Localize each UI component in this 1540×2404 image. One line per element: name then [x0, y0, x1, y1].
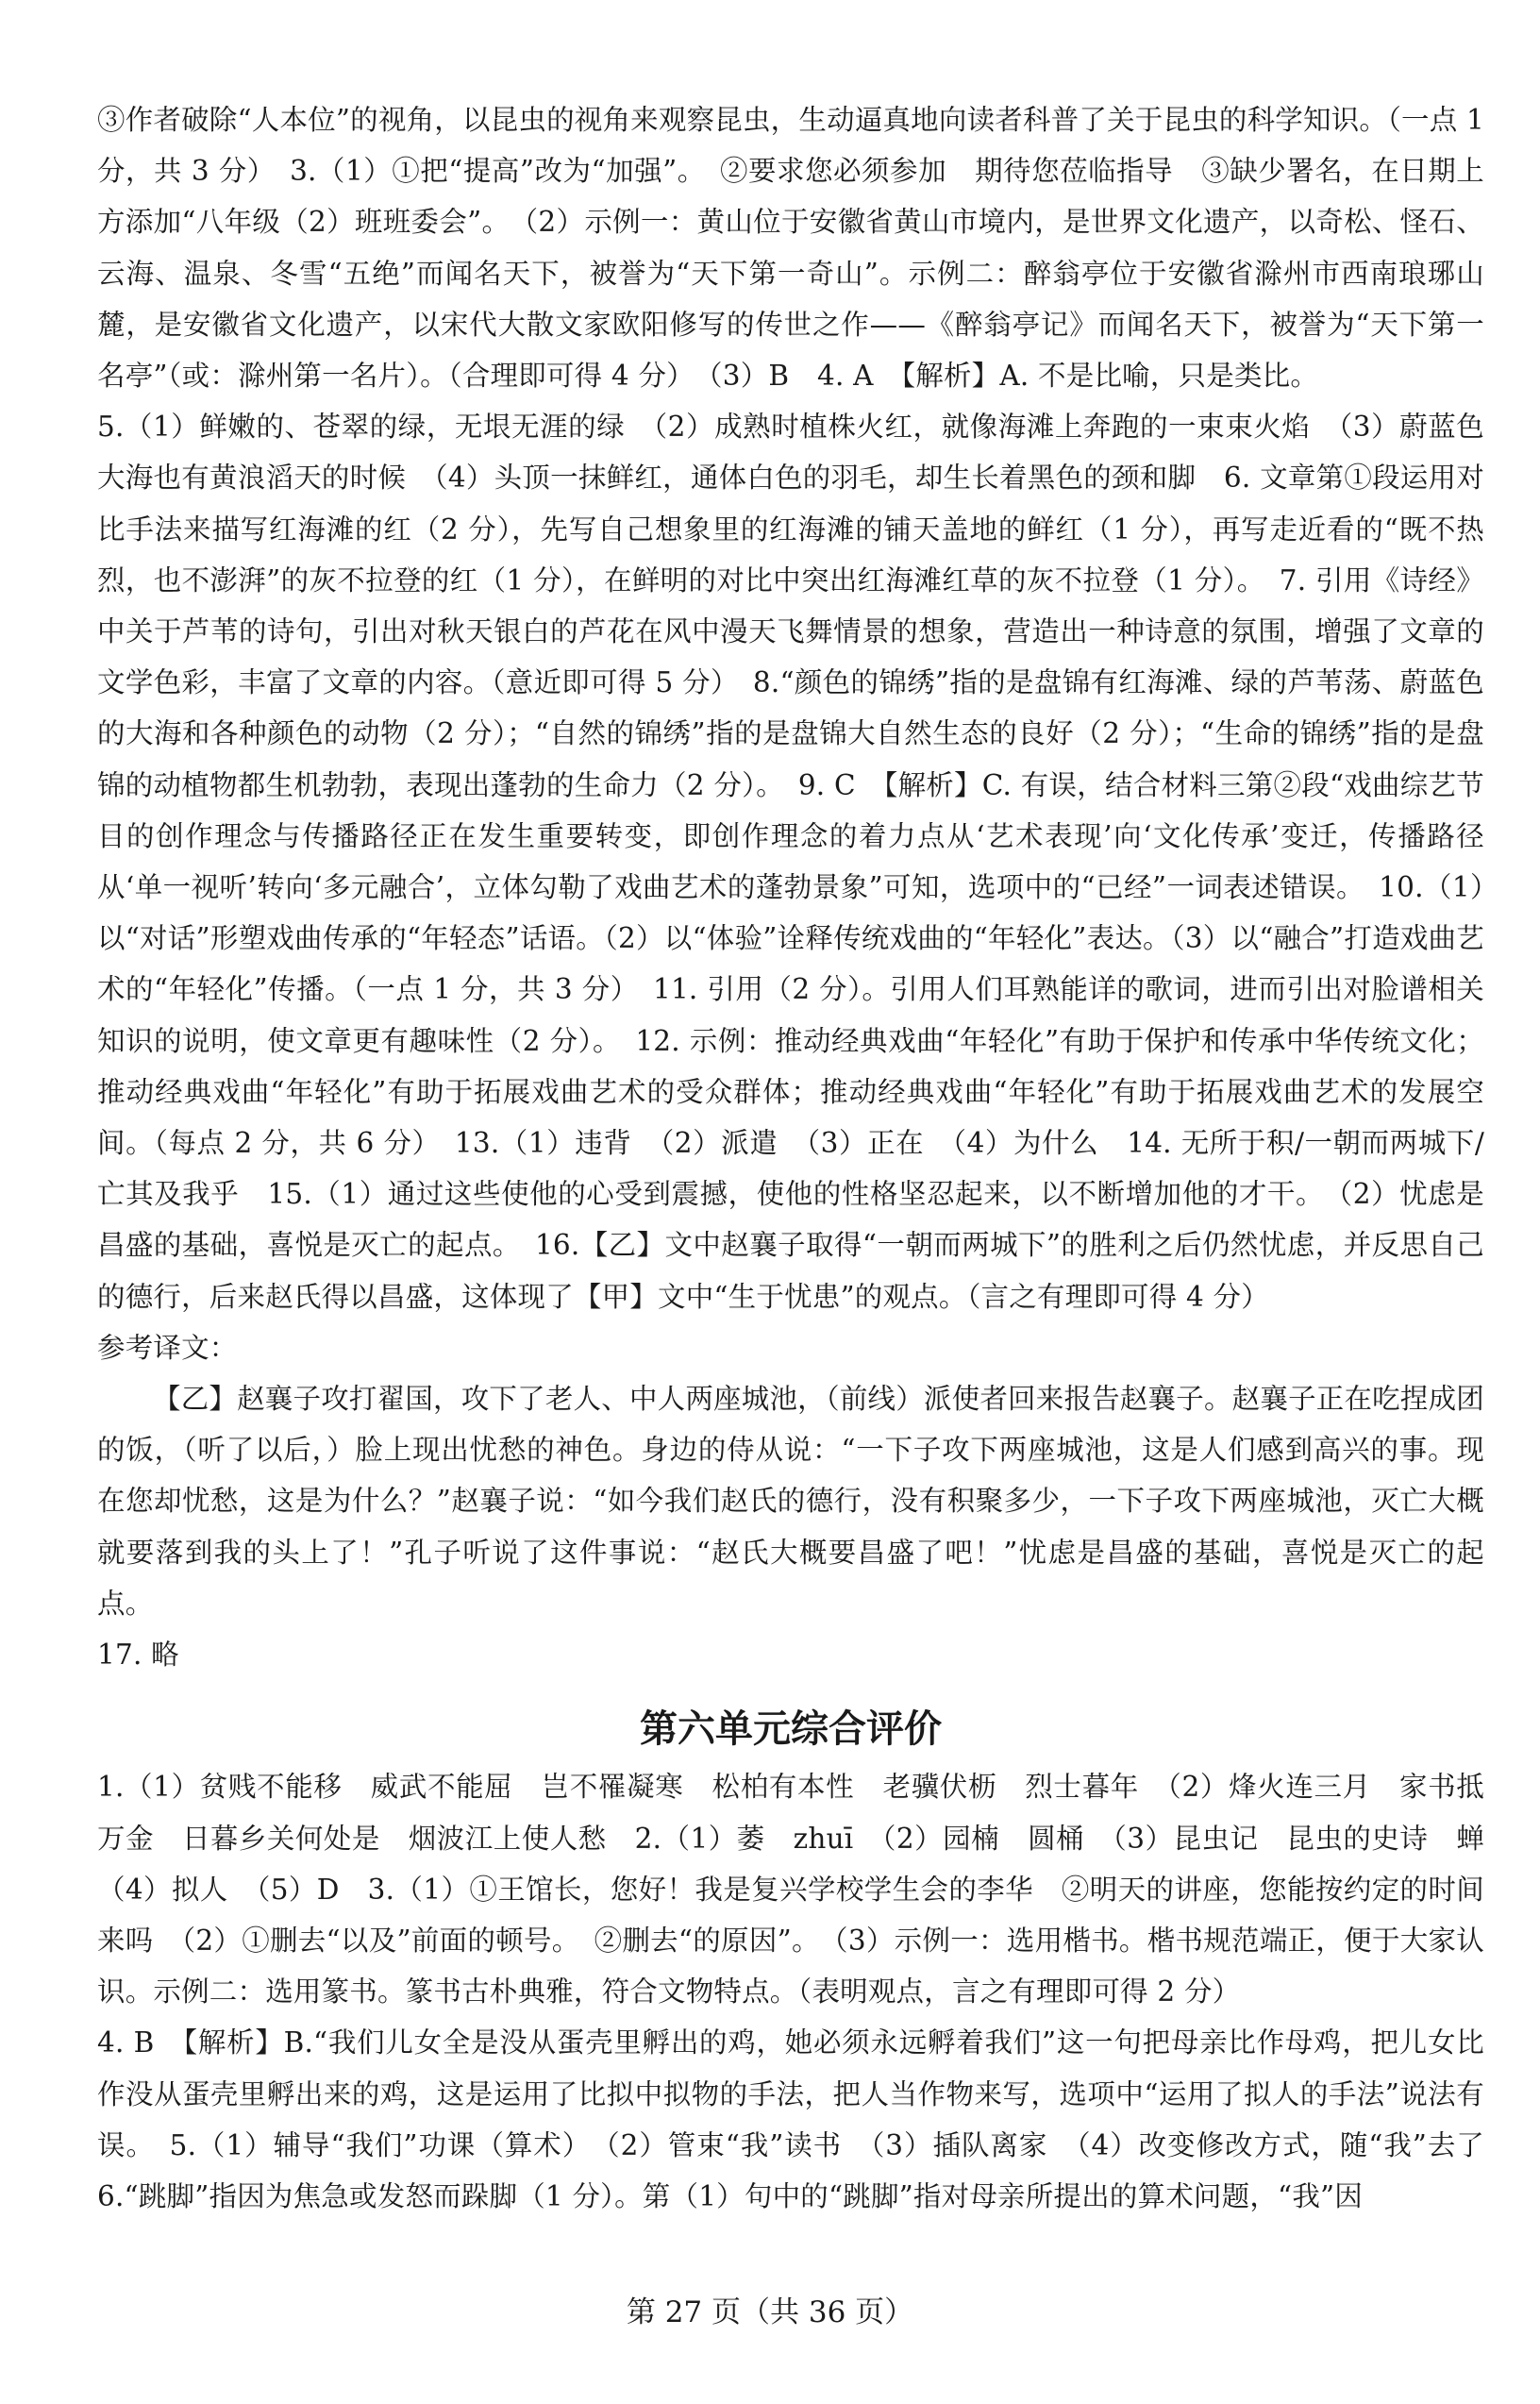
section-title: 第六单元综合评价 [640, 1707, 942, 1752]
translation-label: 参考译文： [97, 1331, 238, 1364]
item-17: 17. 略 [97, 1639, 179, 1672]
answer-page [97, 94, 1513, 2222]
unit6-answers-1: 1.（1）贫贱不能移 威武不能屈 岂不罹凝寒 松柏有本性 老骥伏枥 烈士暮年 （2）烽火连三月 家书抵万金 日暮乡关何处是 烟波江上使人愁 2.（1）萎 zhuī （2）园楠 圆桶 （3）昆虫记 昆虫的史诗 蝉 （4）拟人 （5）D 3.（1）①王馆长，您好！我是复兴学校学生会的李华 ②明天的讲座，您能按约定的时间来吗 （2）①删去“以及”前面的顿号。 ②删去“的原因”。 （3）示例一：选用楷书。楷书规范端正，便于大家认识。示例二：选用篆书。篆书古朴典雅，符合文物特点。（表明观点，言之有理即可得 2 分） [97, 1771, 1513, 2009]
answer-block-1: ③作者破除“人本位”的视角，以昆虫的视角来观察昆虫，生动逼真地向读者科普了关于昆虫的科学知识。（一点 1 分，共 3 分） 3.（1）①把“提高”改为“加强”。 ②要求您必须参加 期待您莅临指导 ③缺少署名，在日期上方添加“八年级（2）班班委会”。 （2）示例一：黄山位于安徽省黄山市境内，是世界文化遗产，以奇松、怪石、云海、温泉、冬雪“五绝”而闻名天下，被誉为“天下第一奇山”。示例二：醉翁亭位于安徽省滁州市西南琅琊山麓，是安徽省文化遗产，以宋代大散文家欧阳修写的传世之作——《醉翁亭记》而闻名天下，被誉为“天下第一名亭”（或：滁州第一名片）。（合理即可得 4 分） （3）B 4. A 【解析】A. 不是比喻，只是类比。 [97, 104, 1484, 393]
answer-block-2: 5.（1）鲜嫩的、苍翠的绿，无垠无涯的绿 （2）成熟时植株火红，就像海滩上奔跑的一束束火焰 （3）蔚蓝色大海也有黄浪滔天的时候 （4）头顶一抹鲜红，通体白色的羽毛，却生长着黑色的颈和脚 6. 文章第①段运用对比手法来描写红海滩的红（2 分），先写自己想象里的红海滩的铺天盖地的鲜红（1 分），再写走近看的“既不热烈，也不澎湃”的灰不拉登的红（1 分），在鲜明的对比中突出红海滩红草的灰不拉登（1 分）。 7. 引用《诗经》中关于芦苇的诗句，引出对秋天银白的芦花在风中漫天飞舞情景的想象，营造出一种诗意的氛围，增强了文章的文学色彩，丰富了文章的内容。（意近即可得 5 分） 8.“颜色的锦绣”指的是盘锦有红海滩、绿的芦苇荡、蔚蓝色的大海和各种颜色的动物（2 分）；“自然的锦绣”指的是盘锦大自然生态的良好（2 分）；“生命的锦绣”指的是盘锦的动植物都生机勃勃，表现出蓬勃的生命力（2 分）。 9. C 【解析】C. 有误，结合材料三第②段“戏曲综艺节目的创作理念与传播路径正在发生重要转变，即创作理念的着力点从‘艺术表现’向‘文化传承’变迁，传播路径从‘单一视听’转向‘多元融合’，立体勾勒了戏曲艺术的蓬勃景象”可知，选项中的“已经”一词表述错误。 10.（1）以“对话”形塑戏曲传承的“年轻态”话语。（2）以“体验”诠释传统戏曲的“年轻化”表达。（3）以“融合”打造戏曲艺术的“年轻化”传播。（一点 1 分，共 3 分） 11. 引用（2 分）。引用人们耳熟能详的歌词，进而引出对脸谱相关知识的说明，使文章更有趣味性（2 分）。 12. 示例：推动经典戏曲“年轻化”有助于保护和传承中华传统文化；推动经典戏曲“年轻化”有助于拓展戏曲艺术的受众群体；推动经典戏曲“年轻化”有助于拓展戏曲艺术的发展空间。（每点 2 分，共 6 分） 13.（1）违背 （2）派遣 （3）正在 （4）为什么 14. 无所于积/一朝而两城下/亡其及我乎 15.（1）通过这些使他的心受到震撼，使他的性格坚忍起来，以不断增加他的才干。 （2）忧虑是昌盛的基础，喜悦是灭亡的起点。 16.【乙】文中赵襄子取得“一朝而两城下”的胜利之后仍然忧虑，并反思自己的德行，后来赵氏得以昌盛，这体现了【甲】文中“生于忧患”的观点。（言之有理即可得 4 分） [97, 411, 1484, 1313]
page-footer: 第 27 页（共 36 页） [626, 2295, 914, 2329]
translation-text: 【乙】赵襄子攻打翟国，攻下了老人、中人两座城池，（前线）派使者回来报告赵襄子。赵襄子正在吃捏成团的饭，（听了以后，）脸上现出忧愁的神色。身边的侍从说：“一下子攻下两座城池，这是人们感到高兴的事。现在您却忧愁，这是为什么？”赵襄子说：“如今我们赵氏的德行，没有积聚多少，一下子攻下两座城池，灭亡大概就要落到我的头上了！”孔子听说了这件事说：“赵氏大概要昌盛了吧！”忧虑是昌盛的基础，喜悦是灭亡的起点。 [97, 1383, 1484, 1620]
unit6-answers-2: 4. B 【解析】B.“我们儿女全是没从蛋壳里孵出的鸡，她必须永远孵着我们”这一句把母亲比作母鸡，把儿女比作没从蛋壳里孵出来的鸡，这是运用了比拟中拟物的手法，把人当作物来写，选项中“运用了拟人的手法”说法有误。 5.（1）辅导“我们”功课（算术） （2）管束“我”读书 （3）插队离家 （4）改变修改方式，随“我”去了 6.“跳脚”指因为焦急或发怒而跺脚（1 分）。第（1）句中的“跳脚”指对母亲所提出的算术问题，“我”因 [97, 2026, 1513, 2212]
